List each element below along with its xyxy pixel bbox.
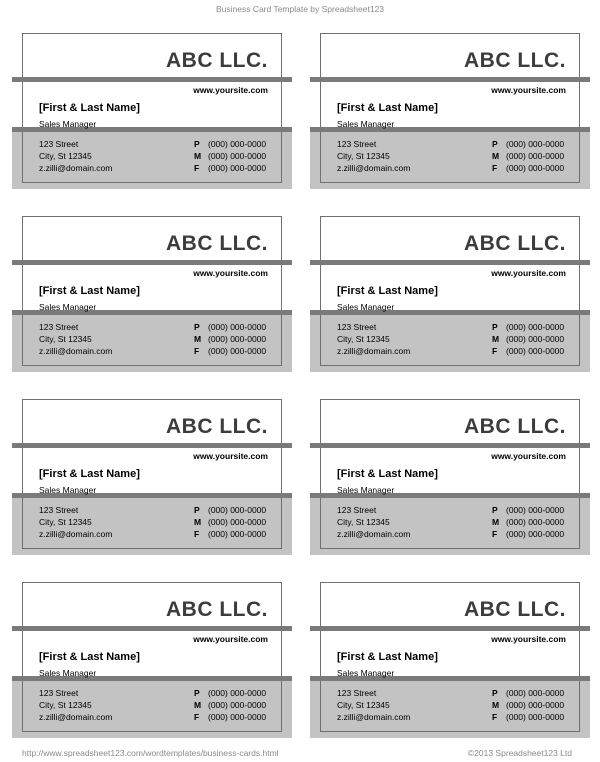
mobile-number: (000) 000-0000 (506, 334, 565, 344)
fax-number: (000) 000-0000 (506, 346, 565, 356)
address-line1: 123 Street (39, 505, 79, 515)
mobile-number: (000) 000-0000 (506, 151, 565, 161)
phone-number: (000) 000-0000 (506, 505, 565, 515)
website: www.yoursite.com (193, 634, 268, 644)
fax-number: (000) 000-0000 (506, 712, 565, 722)
company-name: ABC LLC. (166, 232, 268, 255)
phone-number: (000) 000-0000 (208, 139, 267, 149)
phone-number: (000) 000-0000 (506, 688, 565, 698)
phone-number: (000) 000-0000 (208, 505, 267, 515)
company-name: ABC LLC. (464, 415, 566, 438)
mobile-label: M (492, 334, 500, 344)
top-divider (310, 443, 590, 448)
top-divider (12, 443, 292, 448)
top-divider (12, 77, 292, 82)
phone-label: P (492, 505, 498, 515)
address-line1: 123 Street (39, 688, 79, 698)
job-title: Sales Manager (337, 668, 395, 678)
mobile-number: (000) 000-0000 (208, 151, 267, 161)
email: z.zilli@domain.com (337, 712, 411, 722)
address-line2: City, St 12345 (337, 334, 390, 344)
phone-label: P (492, 688, 498, 698)
phone-label: P (194, 322, 200, 332)
company-name: ABC LLC. (464, 598, 566, 621)
job-title: Sales Manager (337, 119, 395, 129)
address-line2: City, St 12345 (39, 517, 92, 527)
mobile-label: M (194, 517, 202, 527)
fax-number: (000) 000-0000 (208, 163, 267, 173)
mobile-label: M (492, 151, 500, 161)
phone-label: P (194, 688, 200, 698)
business-card (310, 582, 590, 738)
job-title: Sales Manager (39, 302, 97, 312)
person-name: [First & Last Name] (337, 102, 438, 114)
mobile-number: (000) 000-0000 (506, 700, 565, 710)
company-name: ABC LLC. (166, 415, 268, 438)
person-name: [First & Last Name] (39, 285, 140, 297)
phone-number: (000) 000-0000 (208, 688, 267, 698)
website: www.yoursite.com (491, 451, 566, 461)
business-card (12, 582, 292, 738)
top-divider (310, 260, 590, 265)
address-line1: 123 Street (337, 688, 377, 698)
website: www.yoursite.com (491, 85, 566, 95)
address-line1: 123 Street (39, 322, 79, 332)
fax-label: F (492, 712, 498, 722)
page-header: Business Card Template by Spreadsheet123 (215, 4, 385, 14)
fax-label: F (492, 163, 498, 173)
footer-url[interactable]: http://www.spreadsheet123.com/wordtemplates/business-cards.html (22, 748, 279, 758)
business-card (310, 399, 590, 555)
fax-label: F (194, 712, 200, 722)
address-line2: City, St 12345 (39, 334, 92, 344)
mobile-number: (000) 000-0000 (506, 517, 565, 527)
website: www.yoursite.com (193, 268, 268, 278)
company-name: ABC LLC. (464, 232, 566, 255)
person-name: [First & Last Name] (39, 651, 140, 663)
email: z.zilli@domain.com (337, 163, 411, 173)
mobile-number: (000) 000-0000 (208, 517, 267, 527)
job-title: Sales Manager (39, 668, 97, 678)
website: www.yoursite.com (193, 451, 268, 461)
fax-label: F (194, 529, 200, 539)
fax-number: (000) 000-0000 (208, 529, 267, 539)
company-name: ABC LLC. (166, 49, 268, 72)
business-card (12, 33, 292, 189)
top-divider (310, 626, 590, 631)
job-title: Sales Manager (39, 119, 97, 129)
email: z.zilli@domain.com (337, 529, 411, 539)
person-name: [First & Last Name] (337, 285, 438, 297)
mobile-number: (000) 000-0000 (208, 334, 267, 344)
top-divider (310, 77, 590, 82)
job-title: Sales Manager (337, 485, 395, 495)
company-name: ABC LLC. (464, 49, 566, 72)
fax-number: (000) 000-0000 (506, 163, 565, 173)
fax-label: F (194, 346, 200, 356)
website: www.yoursite.com (491, 634, 566, 644)
address-line2: City, St 12345 (337, 151, 390, 161)
address-line1: 123 Street (337, 505, 377, 515)
mobile-label: M (194, 700, 202, 710)
person-name: [First & Last Name] (337, 651, 438, 663)
address-line1: 123 Street (337, 322, 377, 332)
address-line1: 123 Street (39, 139, 79, 149)
phone-label: P (194, 139, 200, 149)
email: z.zilli@domain.com (39, 529, 113, 539)
address-line2: City, St 12345 (337, 700, 390, 710)
fax-label: F (492, 346, 498, 356)
email: z.zilli@domain.com (39, 346, 113, 356)
fax-number: (000) 000-0000 (208, 712, 267, 722)
job-title: Sales Manager (39, 485, 97, 495)
phone-label: P (194, 505, 200, 515)
website: www.yoursite.com (491, 268, 566, 278)
business-card (12, 399, 292, 555)
address-line2: City, St 12345 (39, 700, 92, 710)
footer-copyright: ©2013 Spreadsheet123 Ltd (467, 748, 572, 758)
fax-label: F (492, 529, 498, 539)
phone-label: P (492, 139, 498, 149)
person-name: [First & Last Name] (39, 468, 140, 480)
email: z.zilli@domain.com (39, 163, 113, 173)
email: z.zilli@domain.com (39, 712, 113, 722)
job-title: Sales Manager (337, 302, 395, 312)
phone-number: (000) 000-0000 (208, 322, 267, 332)
business-card (310, 216, 590, 372)
person-name: [First & Last Name] (39, 102, 140, 114)
top-divider (12, 626, 292, 631)
fax-label: F (194, 163, 200, 173)
fax-number: (000) 000-0000 (208, 346, 267, 356)
address-line2: City, St 12345 (39, 151, 92, 161)
address-line1: 123 Street (337, 139, 377, 149)
mobile-label: M (194, 151, 202, 161)
top-divider (12, 260, 292, 265)
mobile-number: (000) 000-0000 (208, 700, 267, 710)
business-card (310, 33, 590, 189)
person-name: [First & Last Name] (337, 468, 438, 480)
address-line2: City, St 12345 (337, 517, 390, 527)
mobile-label: M (492, 700, 500, 710)
website: www.yoursite.com (193, 85, 268, 95)
mobile-label: M (194, 334, 202, 344)
company-name: ABC LLC. (166, 598, 268, 621)
fax-number: (000) 000-0000 (506, 529, 565, 539)
phone-label: P (492, 322, 498, 332)
phone-number: (000) 000-0000 (506, 322, 565, 332)
email: z.zilli@domain.com (337, 346, 411, 356)
mobile-label: M (492, 517, 500, 527)
business-card (12, 216, 292, 372)
phone-number: (000) 000-0000 (506, 139, 565, 149)
